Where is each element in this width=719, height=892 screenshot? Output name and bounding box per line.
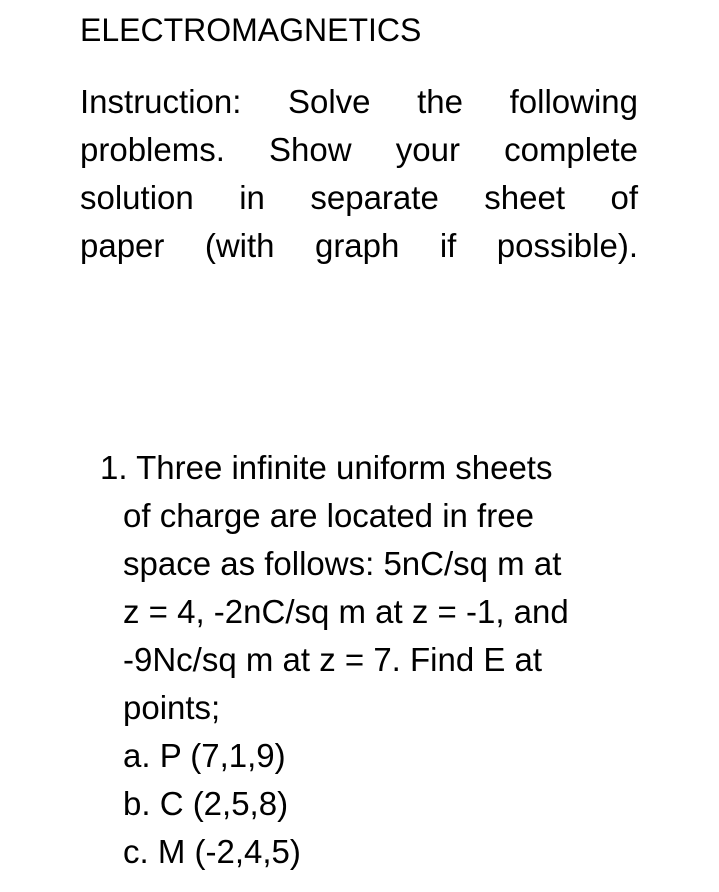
problem-text-line: -9Nc/sq m at z = 7. Find E at: [123, 641, 543, 678]
problem-text-line: space as follows: 5nC/sq m at: [123, 545, 562, 582]
instruction-paragraph: [80, 78, 638, 270]
instruction-line: Instruction: Solve the following: [80, 83, 638, 120]
instruction-line: paper (with graph if possible).: [80, 227, 638, 264]
instruction-line: problems. Show your complete: [80, 131, 638, 168]
problem-text-line: 1. Three infinite uniform sheets: [100, 449, 553, 486]
problem-text-line: z = 4, -2nC/sq m at z = -1, and: [123, 593, 569, 630]
problem-text-line: points;: [123, 689, 221, 726]
problem-1: [100, 444, 660, 876]
problem-text-line: of charge are located in free: [123, 497, 534, 534]
problem-part-c: c. M (-2,4,5): [123, 833, 301, 870]
page-title: ELECTROMAGNETICS: [80, 12, 422, 48]
problem-part-b: b. C (2,5,8): [123, 785, 289, 822]
instruction-line: solution in separate sheet of: [80, 179, 638, 216]
problem-part-a: a. P (7,1,9): [123, 737, 286, 774]
